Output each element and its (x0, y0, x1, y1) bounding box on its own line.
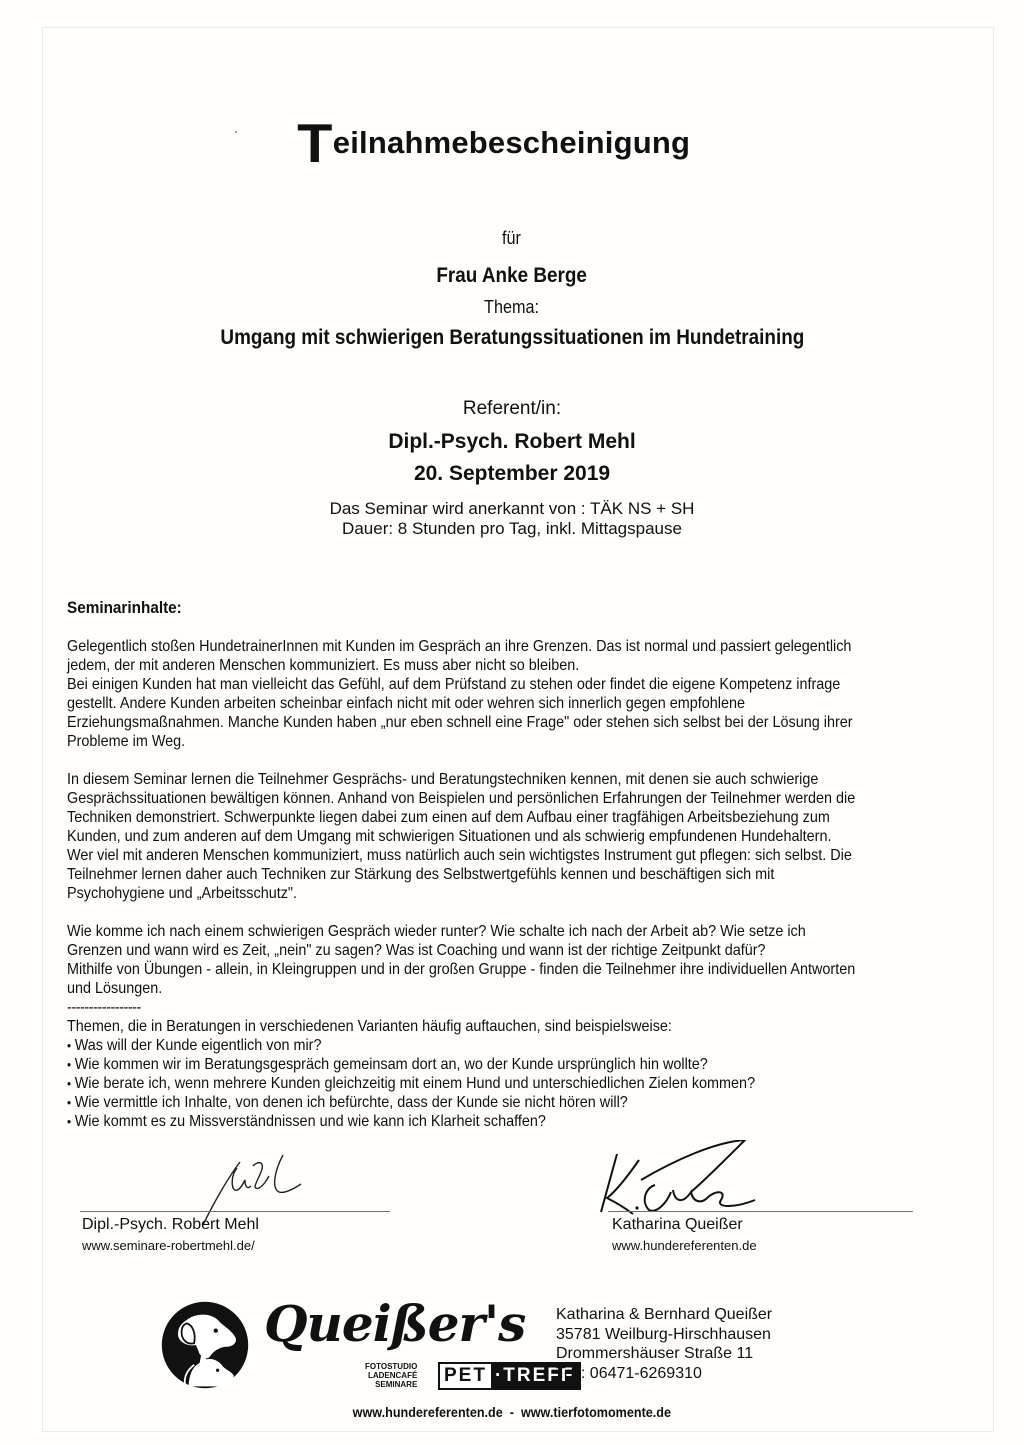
badge-pet: PET (440, 1364, 491, 1388)
text-line: Kunden, und zum anderen auf dem Umgang mit schwierigen Situationen und als schwierig empfundenen Hundehaltern. (67, 828, 832, 845)
signatory-right-url: www.hundereferenten.de (612, 1238, 757, 1253)
address-line: Drommershäuser Straße 11 (556, 1345, 754, 1362)
signatory-left-name: Dipl.-Psych. Robert Mehl (82, 1216, 259, 1233)
list-item: • Was will der Kunde eigentlich von mir? (67, 1036, 963, 1055)
address-line: Katharina & Bernhard Queißer (556, 1306, 773, 1323)
topics-intro: Themen, die in Beratungen in verschiedenen Varianten häufig auftauchen, sind beispielsweise: (67, 1018, 672, 1035)
text-line: Bei einigen Kunden hat man vielleicht das Gefühl, auf dem Prüfstand zu stehen oder findet die eigene Kompetenz infrage (67, 676, 841, 693)
list-item: • Wie kommen wir im Beratungsgespräch gemeinsam dort an, wo der Kunde ursprünglich hin wollte? (67, 1055, 963, 1074)
text-line: Gesprächssituationen bewältigen können. Anhand von Beispielen und persönlichen Erfahrungen der Teilnehmer werden die (67, 790, 856, 807)
list-item: • Wie vermittle ich Inhalte, von denen ich befürchte, dass der Kunde sie nicht hören will? (67, 1093, 963, 1112)
separator: ----------------- (67, 999, 141, 1016)
text-line: Gelegentlich stoßen HundetrainerInnen mit Kunden im Gespräch an ihre Grenzen. Das ist normal und passiert gelegentlich (67, 638, 852, 655)
text-line: Wie komme ich nach einem schwierigen Gespräch wieder runter? Wie schalte ich nach der Arbeit ab? Wie setze ich (67, 923, 806, 940)
signature-katharina-queisser (595, 1140, 785, 1220)
text-line: Psychohygiene und „Arbeitsschutz". (67, 885, 298, 902)
document-title (297, 112, 718, 174)
speaker-name: Dipl.-Psych. Robert Mehl (388, 430, 636, 453)
queisser-logo (160, 1294, 575, 1394)
text-line: Teilnehmer lernen daher auch Techniken zur Stärkung des Selbstwertgefühls kennen und beschäftigen sich mit (67, 866, 775, 883)
seminar-topic: Umgang mit schwierigen Beratungssituationen im Hundetraining (220, 326, 804, 349)
speaker-label: Referent/in: (462, 398, 562, 419)
signature-line-right (608, 1211, 913, 1212)
business-address (556, 1305, 772, 1383)
text-line: Techniken demonstriert. Schwerpunkte liegen dabei zum einen auf dem Aufbau einer tragfähigen Arbeitsbeziehung zum (67, 809, 830, 826)
topic-label: Thema: (484, 297, 540, 317)
footer-urls: www.hundereferenten.de - www.tierfotomomente.de (352, 1404, 672, 1420)
text-line: Wer viel mit anderen Menschen kommuniziert, muss natürlich auch sein wichtigstes Instrument gut pflegen: sich selbst. Die (67, 847, 852, 864)
logo-wordmark: Queißer's (264, 1294, 526, 1353)
title-initial: T (297, 112, 333, 174)
duration-note: Dauer: 8 Stunden pro Tag, inkl. Mittagspause (342, 519, 682, 538)
text-line: jedem, der mit anderen Menschen kommuniziert. Es muss aber nicht so bleiben. (67, 657, 580, 674)
list-item: • Wie berate ich, wenn mehrere Kunden gleichzeitig mit einem Hund und unterschiedlichen Zielen kommen? (67, 1074, 963, 1093)
seminar-date: 20. September 2019 (413, 462, 611, 485)
signatory-left-url: www.seminare-robertmehl.de/ (82, 1238, 255, 1253)
seminar-content (67, 637, 963, 1131)
text-line: gestellt. Andere Kunden arbeiten scheinbar einfach nicht mit oder wehren sich innerlich gegen empfohlene (67, 695, 746, 712)
signature-line-left (80, 1211, 390, 1212)
signatory-right-name: Katharina Queißer (612, 1216, 743, 1233)
title-rest: eilnahmebescheinigung (332, 125, 691, 160)
text-line: Grenzen und wann wird es Zeit, „nein" zu sagen? Was ist Coaching und wann ist der richtige Zeitpunkt dafür? (67, 942, 766, 959)
dog-cat-logo-icon (160, 1300, 250, 1390)
recognition-note: Das Seminar wird anerkannt von : TÄK NS + SH (329, 499, 695, 518)
address-line: 35781 Weilburg-Hirschhausen (556, 1325, 771, 1343)
list-item: • Wie kommt es zu Missverständnissen und wie kann ich Klarheit schaffen? (67, 1112, 963, 1131)
logo-services: FOTOSTUDIO LADENCAFÉ SEMINARE (365, 1362, 418, 1389)
recipient-name: Frau Anke Berge (436, 264, 588, 287)
text-line: und Lösungen. (67, 980, 163, 997)
paragraph-1 (67, 637, 963, 751)
text-line: Mithilfe von Übungen - allein, in Kleingruppen und in der großen Gruppe - finden die Teilnehmer ihre individuellen Antworten (67, 961, 856, 978)
section-heading: Seminarinhalte: (67, 598, 182, 617)
for-label: für (502, 228, 522, 248)
topics-list (67, 1036, 963, 1131)
text-line: In diesem Seminar lernen die Teilnehmer Gesprächs- und Beratungstechniken kennen, mit denen sie auch schwierige (67, 771, 819, 788)
scan-speck (235, 131, 237, 133)
text-line: Erziehungsmaßnahmen. Manche Kunden haben „nur eben schnell eine Frage" oder stehen sich selbst bei der Lösung ihrer (67, 714, 853, 731)
text-line: Probleme im Weg. (67, 733, 186, 750)
address-phone: Tel.: 06471-6269310 (556, 1364, 702, 1382)
badge-treff: ·TREFF (491, 1364, 579, 1388)
paragraph-2 (67, 770, 963, 903)
paragraph-3 (67, 922, 963, 998)
